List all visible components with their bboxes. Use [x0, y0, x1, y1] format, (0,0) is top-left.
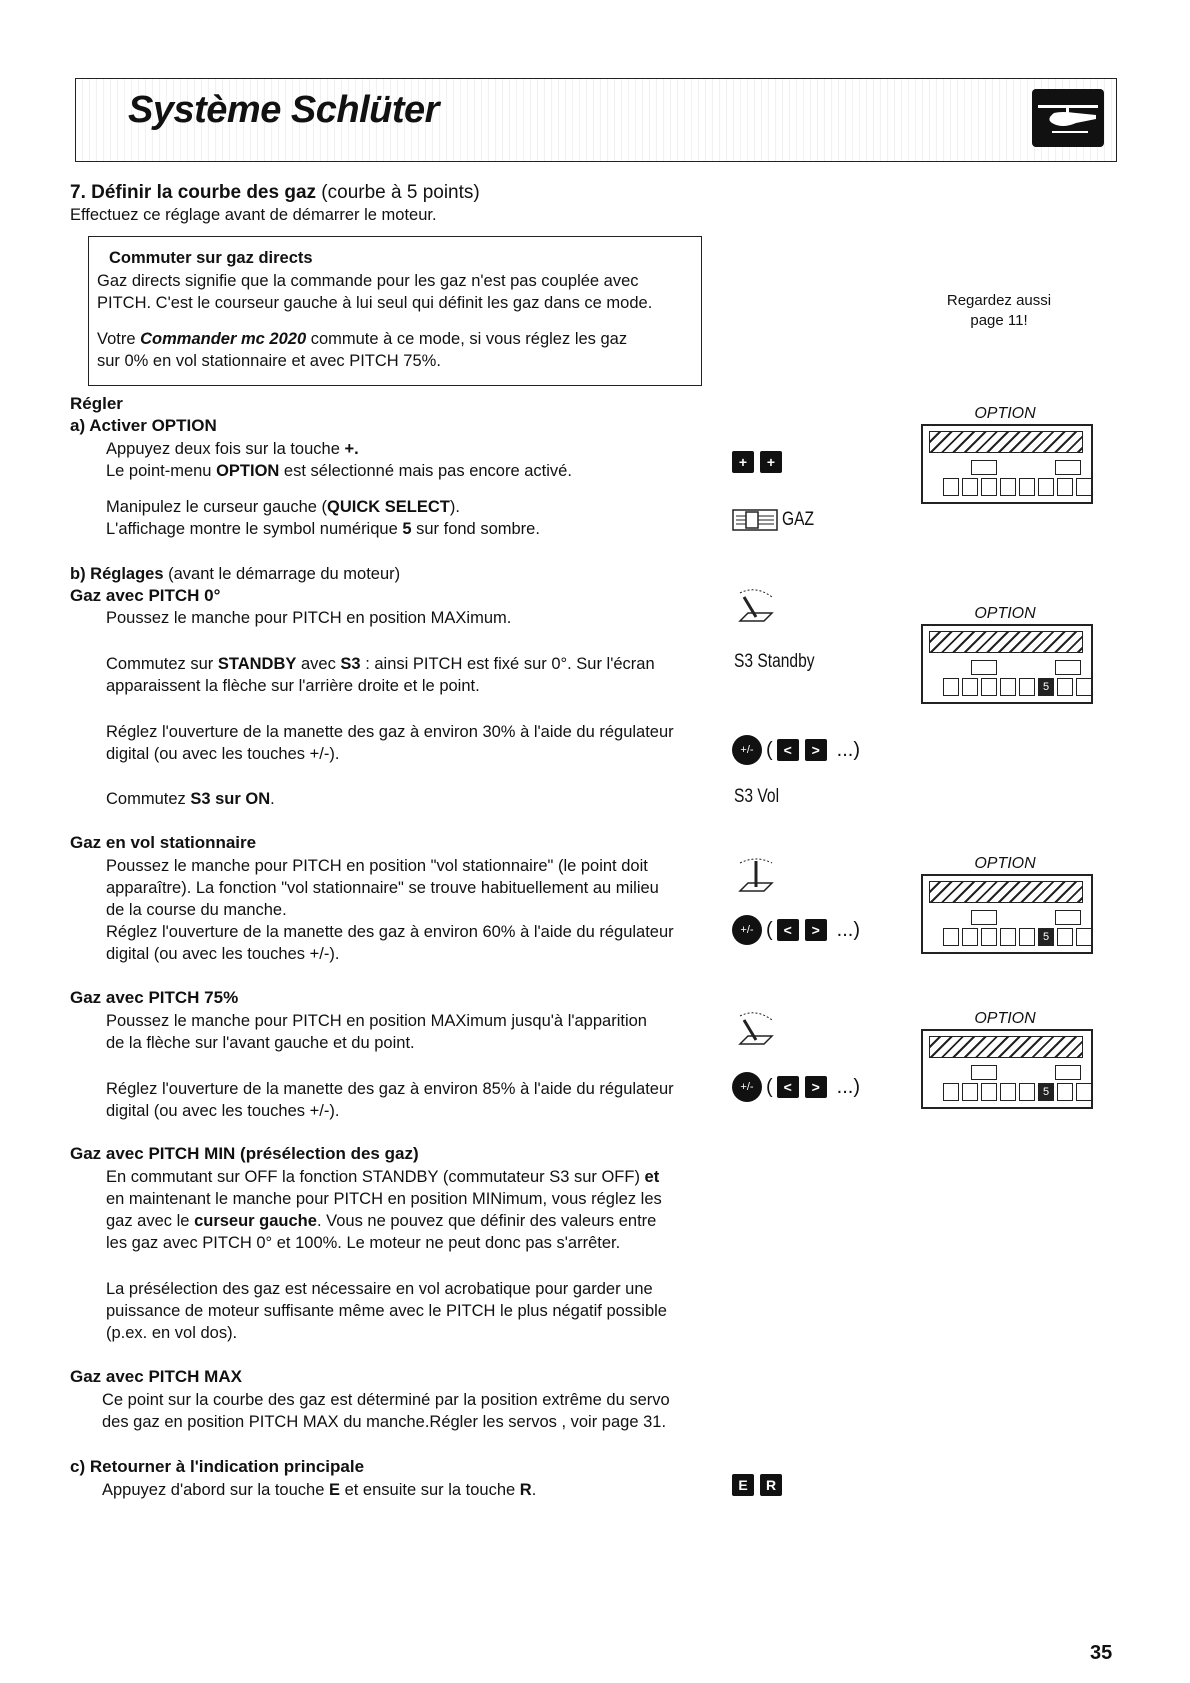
- step-text: digital (ou avec les touches +/-).: [106, 745, 340, 763]
- step-text: puissance de moteur suffisante même avec le PITCH le plus négatif possible: [106, 1302, 667, 1320]
- page-header: [75, 78, 1117, 162]
- seq-open: (: [766, 918, 773, 941]
- heading-retourner: c) Retourner à l'indication principale: [70, 1457, 365, 1476]
- lcd-cell: [1019, 478, 1035, 496]
- lcd-label: OPTION: [974, 855, 1036, 872]
- text: (avant le démarrage du moteur): [163, 565, 401, 583]
- step-text: les gaz avec PITCH 0° et 100%. Le moteur ne peut donc pas s'arrêter.: [106, 1234, 621, 1252]
- step-text: en maintenant le manche pour PITCH en position MINimum, vous réglez les: [106, 1190, 662, 1208]
- e-r-keys: [732, 1474, 788, 1496]
- text-bold: OPTION: [216, 462, 280, 480]
- step-text: (p.ex. en vol dos).: [106, 1324, 238, 1342]
- text: Appuyez deux fois sur la touche: [106, 440, 345, 458]
- info-box-line: [97, 328, 627, 350]
- info-box-line: PITCH. C'est le courseur gauche à lui seul qui définit les gaz dans ce mode.: [97, 294, 653, 312]
- info-box-line: Gaz directs signifie que la commande pour les gaz n'est pas couplée avec: [97, 272, 639, 290]
- lcd-cells: [943, 478, 1092, 496]
- section-heading-rest: (courbe à 5 points): [316, 182, 480, 203]
- text: avec: [296, 655, 341, 673]
- helicopter-icon: [1032, 89, 1104, 147]
- text: Commutez sur: [106, 655, 218, 673]
- lcd-cell: [1000, 678, 1016, 696]
- text-bold: 5: [402, 520, 412, 538]
- info-box-text: Votre: [97, 330, 141, 348]
- digital-regulator-icon: +/-: [732, 1072, 762, 1102]
- step-text: [106, 788, 275, 810]
- seq-open: (: [766, 738, 773, 761]
- digital-regulator-icon: +/-: [732, 735, 762, 765]
- header-title: Système Schlüter: [128, 89, 439, 131]
- gaz-label: GAZ: [782, 509, 815, 530]
- heading-activer-option: a) Activer OPTION: [70, 416, 217, 435]
- lcd-cell: [1057, 478, 1073, 496]
- heading-pitch-min: Gaz avec PITCH MIN (présélection des gaz): [70, 1144, 419, 1163]
- step-text: digital (ou avec les touches +/-).: [106, 945, 340, 963]
- seq-close: ...): [836, 738, 861, 761]
- page-number: 35: [1090, 1642, 1113, 1664]
- lcd-bar: [929, 631, 1083, 653]
- lcd-cell: [1076, 478, 1092, 496]
- step-text: [106, 460, 572, 482]
- lcd-cell: [962, 678, 978, 696]
- step-text: Poussez le manche pour PITCH en position MAXimum.: [106, 609, 512, 627]
- lcd-cell: [1076, 1083, 1092, 1101]
- e-key-icon: E: [732, 1474, 754, 1496]
- lcd-cell: [1057, 678, 1073, 696]
- lcd-label: OPTION: [974, 1010, 1036, 1027]
- text: . Vous ne pouvez que définir des valeurs entre: [316, 1212, 657, 1230]
- lcd-cells: [943, 1083, 1092, 1101]
- text-bold: +.: [344, 440, 359, 458]
- step-text: apparaître). La fonction "vol stationnaire" se trouve habituellement au milieu: [106, 879, 659, 897]
- heading-pitch-75: Gaz avec PITCH 75%: [70, 988, 239, 1007]
- text-bold: E: [328, 1481, 340, 1499]
- lcd-square: [971, 1065, 997, 1080]
- s3-vol-text: S3 Vol: [734, 786, 780, 807]
- heading-reglages: [70, 563, 400, 585]
- text: ).: [449, 498, 460, 516]
- stick-max-icon: [734, 1010, 778, 1054]
- text: Manipulez le curseur gauche (: [106, 498, 328, 516]
- lcd-cell: [981, 478, 997, 496]
- lcd-bar: [929, 881, 1083, 903]
- lcd-cell: [1057, 928, 1073, 946]
- heading-pitch-max: Gaz avec PITCH MAX: [70, 1367, 242, 1386]
- regulator-sequence: [732, 1072, 860, 1102]
- lcd-cell: [962, 928, 978, 946]
- step-text: des gaz en position PITCH MAX du manche.Régler les servos , voir page 31.: [102, 1413, 667, 1431]
- lcd-square: [1055, 460, 1081, 475]
- text: : ainsi PITCH est fixé sur 0°. Sur l'écran: [360, 655, 655, 673]
- step-text: Ce point sur la courbe des gaz est déterminé par la position extrême du servo: [102, 1391, 670, 1409]
- lcd-cell: [1019, 678, 1035, 696]
- regulator-sequence: [732, 915, 860, 945]
- text: .: [270, 790, 275, 808]
- step-text: [102, 1479, 536, 1501]
- text-bold: STANDBY: [217, 655, 297, 673]
- digital-regulator-icon: +/-: [732, 915, 762, 945]
- side-note-line: Regardez aussi: [946, 292, 1052, 309]
- lcd-cell: [943, 478, 959, 496]
- seq-open: (: [766, 1075, 773, 1098]
- text-bold: et: [644, 1168, 660, 1186]
- text-bold: curseur gauche: [194, 1212, 317, 1230]
- lcd-bar: [929, 431, 1083, 453]
- plus-key-icon: >: [805, 739, 827, 761]
- step-text: apparaissent la flèche sur l'arrière droite et le point.: [106, 677, 480, 695]
- lcd-cell: [1038, 478, 1054, 496]
- info-box-text: commute à ce mode, si vous réglez les gaz: [306, 330, 628, 348]
- lcd-cells: [943, 928, 1092, 946]
- lcd-cells: [943, 678, 1092, 696]
- step-text: digital (ou avec les touches +/-).: [106, 1102, 340, 1120]
- side-note-line: page 11!: [970, 312, 1028, 329]
- lcd-cell: [1076, 678, 1092, 696]
- regulator-sequence: [732, 735, 860, 765]
- s3-standby-text: S3 Standby: [734, 651, 815, 672]
- plus-key-icon: +: [732, 451, 754, 473]
- lcd-cell: [962, 478, 978, 496]
- lcd-cell-digit: 5: [1038, 1083, 1054, 1101]
- lcd-cell: [943, 928, 959, 946]
- text: sur fond sombre.: [411, 520, 540, 538]
- plus-key-icon: >: [805, 919, 827, 941]
- side-note: [934, 291, 1064, 331]
- lcd-cell: [943, 678, 959, 696]
- lcd-display-4: [921, 1029, 1093, 1109]
- lcd-display-3: [921, 874, 1093, 954]
- lcd-cell: [981, 1083, 997, 1101]
- lcd-cell: [1019, 928, 1035, 946]
- step-text: [106, 1210, 656, 1232]
- step-text: [106, 518, 540, 540]
- text-bold: R: [519, 1481, 532, 1499]
- heading-regler: Régler: [70, 394, 123, 413]
- r-key-icon: R: [760, 1474, 782, 1496]
- step-text: Poussez le manche pour PITCH en position MAXimum jusqu'à l'apparition: [106, 1012, 647, 1030]
- text-bold: b) Réglages: [70, 565, 164, 583]
- seq-close: ...): [836, 918, 861, 941]
- lcd-label: OPTION: [974, 405, 1036, 422]
- heading-pitch-0: Gaz avec PITCH 0°: [70, 586, 221, 605]
- s3-vol-label: [734, 786, 789, 808]
- text: En commutant sur OFF la fonction STANDBY (commutateur S3 sur OFF): [106, 1168, 645, 1186]
- step-text: Réglez l'ouverture de la manette des gaz à environ 85% à l'aide du régulateur: [106, 1080, 674, 1098]
- lcd-cell: [981, 928, 997, 946]
- lcd-cell: [981, 678, 997, 696]
- lcd-bar: [929, 1036, 1083, 1058]
- lcd-cell: [1000, 478, 1016, 496]
- text-bold: QUICK SELECT: [327, 498, 450, 516]
- minus-key-icon: <: [777, 919, 799, 941]
- step-text: Réglez l'ouverture de la manette des gaz à environ 60% à l'aide du régulateur: [106, 923, 674, 941]
- seq-close: ...): [836, 1075, 861, 1098]
- text: Appuyez d'abord sur la touche: [102, 1481, 329, 1499]
- text-bold: S3: [340, 655, 361, 673]
- minus-key-icon: <: [777, 1076, 799, 1098]
- text: L'affichage montre le symbol numérique: [106, 520, 403, 538]
- lcd-square: [971, 460, 997, 475]
- step-text: Réglez l'ouverture de la manette des gaz à environ 30% à l'aide du régulateur: [106, 723, 674, 741]
- section-subtitle: Effectuez ce réglage avant de démarrer le moteur.: [70, 206, 437, 224]
- minus-key-icon: <: [777, 739, 799, 761]
- lcd-cell: [1000, 1083, 1016, 1101]
- step-text: La présélection des gaz est nécessaire en vol acrobatique pour garder une: [106, 1280, 653, 1298]
- lcd-display-2: [921, 624, 1093, 704]
- info-box-line: sur 0% en vol stationnaire et avec PITCH 75%.: [97, 352, 441, 370]
- lcd-cell-digit: 5: [1038, 928, 1054, 946]
- text: et ensuite sur la touche: [339, 1481, 520, 1499]
- quick-select-indicator: [732, 506, 821, 534]
- s3-standby-label: [734, 651, 832, 673]
- lcd-cell: [1076, 928, 1092, 946]
- step-text: [106, 653, 655, 675]
- lcd-square: [1055, 660, 1081, 675]
- info-box: [88, 236, 702, 386]
- step-text: [106, 1166, 659, 1188]
- step-text: [106, 496, 460, 518]
- text: Commutez: [106, 790, 191, 808]
- text: est sélectionné mais pas encore activé.: [279, 462, 572, 480]
- info-box-title: Commuter sur gaz directs: [109, 249, 313, 267]
- stick-max-icon: [734, 587, 778, 631]
- plus-key-icon: +: [760, 451, 782, 473]
- text: Le point-menu: [106, 462, 217, 480]
- lcd-square: [971, 910, 997, 925]
- section-heading: [70, 181, 480, 205]
- text-bold: S3 sur ON: [190, 790, 271, 808]
- slider-icon: [732, 506, 778, 534]
- stick-mid-icon: [734, 855, 778, 899]
- step-text: [106, 438, 359, 460]
- step-text: Poussez le manche pour PITCH en position "vol stationnaire" (le point doit: [106, 857, 648, 875]
- lcd-cell: [943, 1083, 959, 1101]
- lcd-label: OPTION: [974, 605, 1036, 622]
- heading-vol-stationnaire: Gaz en vol stationnaire: [70, 833, 257, 852]
- text: gaz avec le: [106, 1212, 195, 1230]
- step-text: de la course du manche.: [106, 901, 287, 919]
- lcd-cell: [962, 1083, 978, 1101]
- step-text: de la flèche sur l'avant gauche et du point.: [106, 1034, 415, 1052]
- lcd-square: [1055, 910, 1081, 925]
- lcd-square: [971, 660, 997, 675]
- lcd-cell: [1019, 1083, 1035, 1101]
- lcd-cell-digit: 5: [1038, 678, 1054, 696]
- lcd-square: [1055, 1065, 1081, 1080]
- product-name: Commander mc 2020: [140, 330, 307, 348]
- lcd-cell: [1057, 1083, 1073, 1101]
- lcd-display-1: [921, 424, 1093, 504]
- plus-keys: [732, 451, 788, 473]
- section-heading-bold: 7. Définir la courbe des gaz: [70, 182, 317, 203]
- plus-key-icon: >: [805, 1076, 827, 1098]
- text: .: [531, 1481, 537, 1499]
- lcd-cell: [1000, 928, 1016, 946]
